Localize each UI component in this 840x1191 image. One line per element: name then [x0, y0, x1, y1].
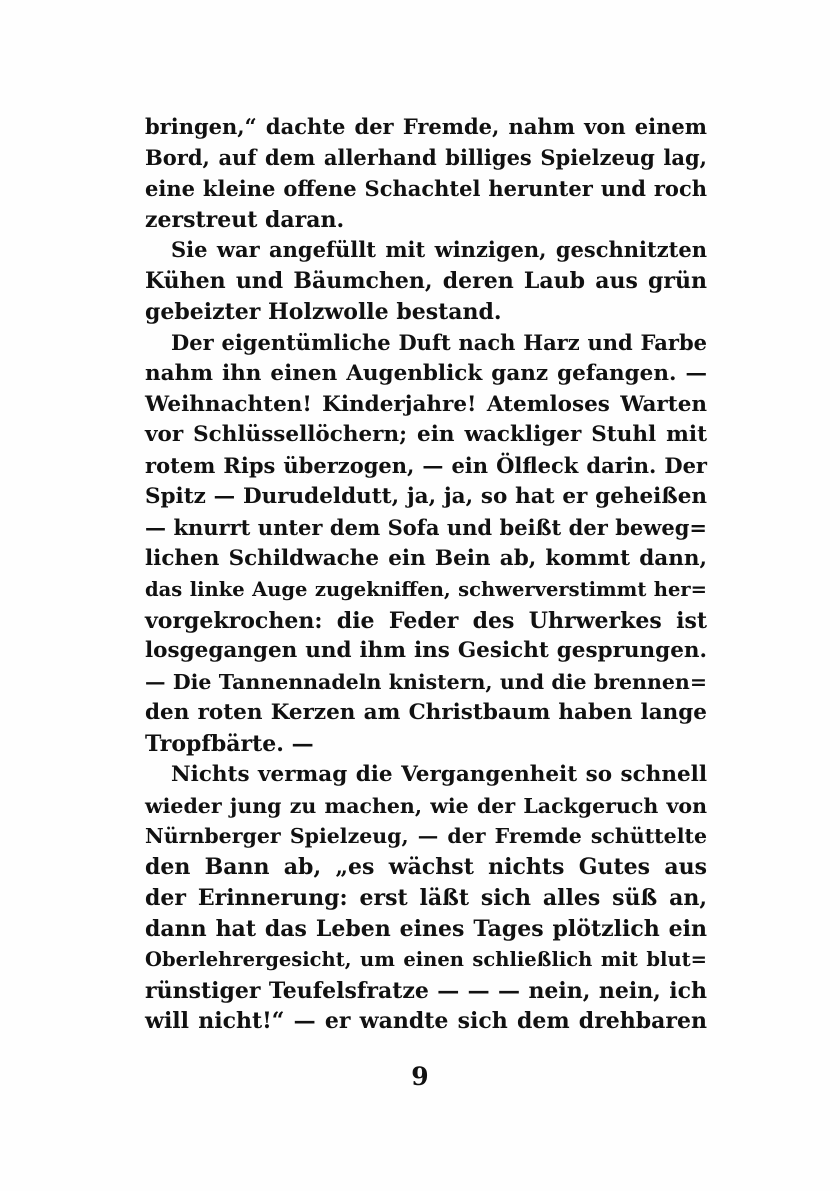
text-line: dann hat das Leben eines Tages plötzlich ein: [145, 915, 707, 942]
text-line: den Bann ab, „es wächst nichts Gutes aus: [145, 854, 707, 881]
text-line: eine kleine offene Schachtel herunter und roch: [145, 175, 707, 201]
text-line: gebeizter Holzwolle bestand.: [145, 299, 502, 326]
text-line: will nicht!“ — er wandte sich dem drehbaren: [145, 1008, 707, 1035]
text-line: Der eigentümliche Duft nach Harz und Farbe: [171, 329, 707, 355]
page-number: 9: [411, 1062, 429, 1091]
text-line: rotem Rips überzogen, — ein Ölfleck darin. Der: [145, 453, 707, 479]
text-line: der Erinnerung: erst läßt sich alles süß an,: [145, 885, 707, 912]
text-line: nahm ihn einen Augenblick ganz gefangen. —: [145, 360, 707, 386]
text-line: Nichts vermag die Vergangenheit so schnell: [171, 761, 707, 787]
text-line: Kühen und Bäumchen, deren Laub aus grün: [145, 268, 707, 295]
body-text: [145, 112, 707, 1037]
text-line: wieder jung zu machen, wie der Lackgeruch von: [145, 793, 707, 818]
text-line: Weihnachten! Kinderjahre! Atemloses Warten: [145, 391, 707, 417]
text-line: Spitz — Durudeldutt, ja, ja, so hat er geheißen: [145, 484, 707, 510]
text-line: rünstiger Teufelsfratze — — — nein, nein, ich: [145, 977, 707, 1004]
text-line: bringen,“ dachte der Fremde, nahm von einem: [145, 114, 707, 139]
text-line: vorgekrochen: die Feder des Uhrwerkes ist: [145, 607, 707, 634]
text-line: — knurrt unter dem Sofa und beißt der beweg=: [145, 514, 707, 540]
text-line: den roten Kerzen am Christbaum haben lange: [145, 700, 707, 726]
text-line: Tropfbärte. —: [145, 730, 314, 757]
text-line: losgegangen und ihm ins Gesicht gesprungen.: [145, 638, 707, 664]
text-line: das linke Auge zugekniffen, schwerverstimmt her=: [145, 577, 707, 601]
text-line: vor Schlüssellöchern; ein wackliger Stuhl mit: [145, 422, 707, 448]
text-line: lichen Schildwache ein Bein ab, kommt dann,: [145, 545, 707, 571]
text-line: Oberlehrergesicht, um einen schließlich mit blut=: [145, 947, 707, 971]
text-line: zerstreut daran.: [145, 206, 345, 233]
text-line: — Die Tannennadeln knistern, und die brennen=: [145, 670, 707, 695]
text-line: Bord, auf dem allerhand billiges Spielzeug lag,: [145, 144, 707, 170]
text-line: Nürnberger Spielzeug, — der Fremde schüttelte: [145, 824, 707, 849]
text-line: Sie war angefüllt mit winzigen, geschnitzten: [171, 237, 707, 263]
